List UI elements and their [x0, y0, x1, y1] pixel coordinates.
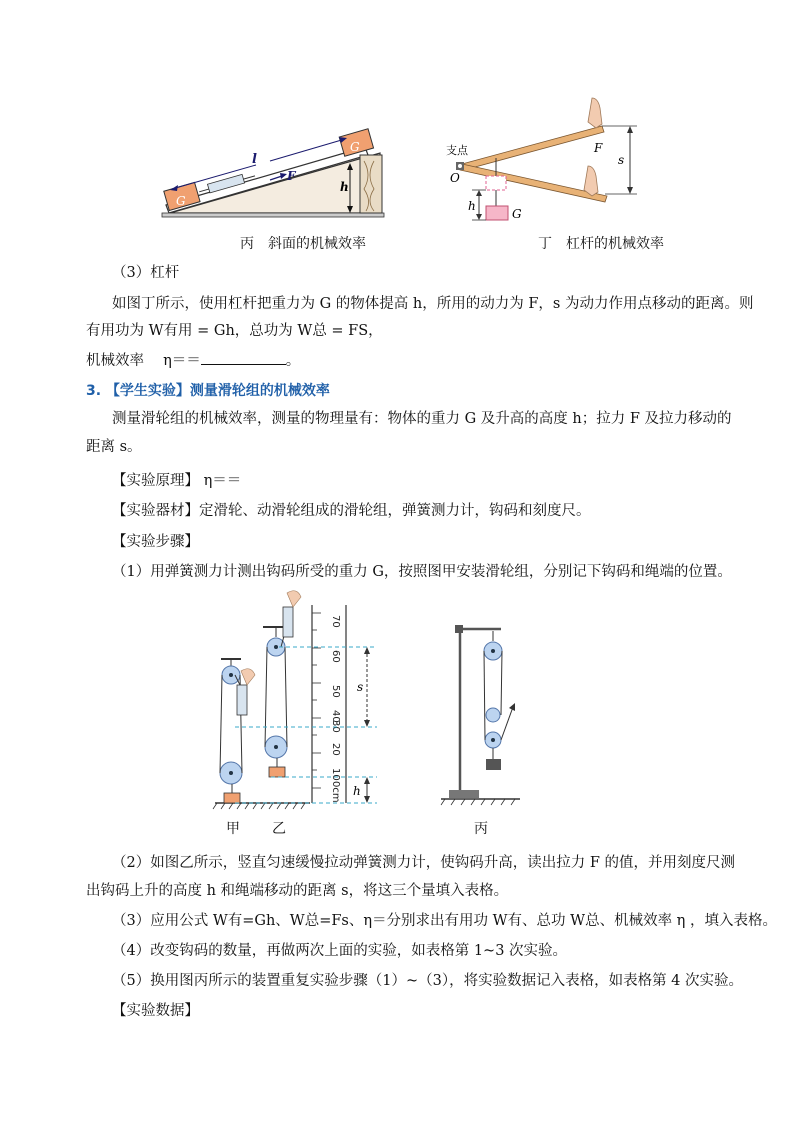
experiment-step-5: （5）换用图丙所示的装置重复实验步骤（1）~（3），将实验数据记入表格，如表格第 4 次实验。 — [112, 973, 744, 989]
lever-label-F: F — [594, 141, 603, 155]
lever-label-pivot: 支点 — [446, 144, 468, 157]
incline-label-G-top: G — [350, 140, 360, 154]
lever-efficiency-suffix: 。 — [285, 353, 301, 369]
experiment-data-title: 【实验数据】 — [112, 1003, 199, 1019]
incline-label-G-bottom: G — [176, 194, 186, 208]
lever-line-1: 如图丁所示，使用杠杆把重力为 G 的物体提高 h，所用的动力为 F，s 为动力作用点移动的距离。则 — [112, 296, 754, 312]
caption-jia: 甲 — [226, 821, 240, 837]
ruler-tick-0cm: 0cm — [330, 781, 341, 803]
lever-label-O: O — [450, 171, 460, 185]
lever-label-s: s — [618, 153, 625, 167]
ruler-tick-40: 40 — [330, 710, 341, 723]
lever-efficiency-line — [86, 350, 726, 372]
lever-figure — [442, 96, 642, 221]
pulley-label-h: h — [353, 784, 361, 798]
caption-incline: 丙 斜面的机械效率 — [240, 236, 366, 252]
experiment-step-2a: （2）如图乙所示，竖直匀速缓慢拉动弹簧测力计，使钩码升高，读出拉力 F 的值，并用刻度尺测 — [112, 855, 736, 871]
experiment-step-3: （3）应用公式 W有=Gh、W总=Fs、η＝分别求出有用功 W有、总功 W总、机械效率 η ，填入表格。 — [112, 913, 777, 929]
ruler-tick-10: 10 — [330, 768, 341, 781]
experiment-step-4: （4）改变钩码的数量，再做两次上面的实验，如表格第 1~3 次实验。 — [112, 943, 568, 959]
ruler-tick-50: 50 — [330, 685, 341, 698]
experiment-steps-title: 【实验步骤】 — [112, 534, 199, 550]
section-3-intro-2: 距离 s。 — [86, 439, 142, 455]
section-3-intro-1: 测量滑轮组的机械效率，测量的物理量有：物体的重力 G 及升高的高度 h；拉力 F 及拉力移动的 — [112, 411, 732, 427]
incline-figure — [160, 125, 390, 220]
ruler-tick-30: 30 — [330, 720, 341, 733]
incline-label-F: F — [287, 169, 296, 183]
ruler-tick-70: 70 — [330, 615, 341, 628]
section-3-title: 3. 【学生实验】测量滑轮组的机械效率 — [86, 383, 330, 399]
experiment-step-2b: 出钩码上升的高度 h 和绳端移动的距离 s，将这三个量填入表格。 — [86, 883, 509, 899]
ruler-tick-60: 60 — [330, 650, 341, 663]
experiment-principle: 【实验原理】 η＝＝ — [112, 473, 242, 489]
lever-heading: （3）杠杆 — [112, 265, 180, 281]
answer-blank — [201, 350, 286, 365]
caption-bing: 丙 — [474, 821, 488, 837]
experiment-step-1: （1）用弹簧测力计测出钩码所受的重力 G，按照图甲安装滑轮组，分别记下钩码和绳端的位置。 — [112, 564, 732, 580]
incline-label-h: h — [340, 180, 349, 194]
experiment-equipment: 【实验器材】定滑轮、动滑轮组成的滑轮组，弹簧测力计，钩码和刻度尺。 — [112, 503, 591, 519]
caption-lever: 丁 杠杆的机械效率 — [538, 236, 664, 252]
lever-line-2: 有用功为 W有用 = Gh，总功为 W总 = FS， — [86, 323, 383, 339]
caption-yi: 乙 — [272, 821, 286, 837]
incline-label-l: l — [252, 152, 257, 167]
lever-label-h: h — [468, 199, 476, 213]
pulley-label-s: s — [357, 680, 364, 694]
pulley-figure — [205, 585, 535, 840]
lever-efficiency-prefix: 机械效率 η＝＝ — [86, 353, 201, 369]
ruler-tick-20: 20 — [330, 743, 341, 756]
lever-label-G: G — [512, 207, 522, 221]
